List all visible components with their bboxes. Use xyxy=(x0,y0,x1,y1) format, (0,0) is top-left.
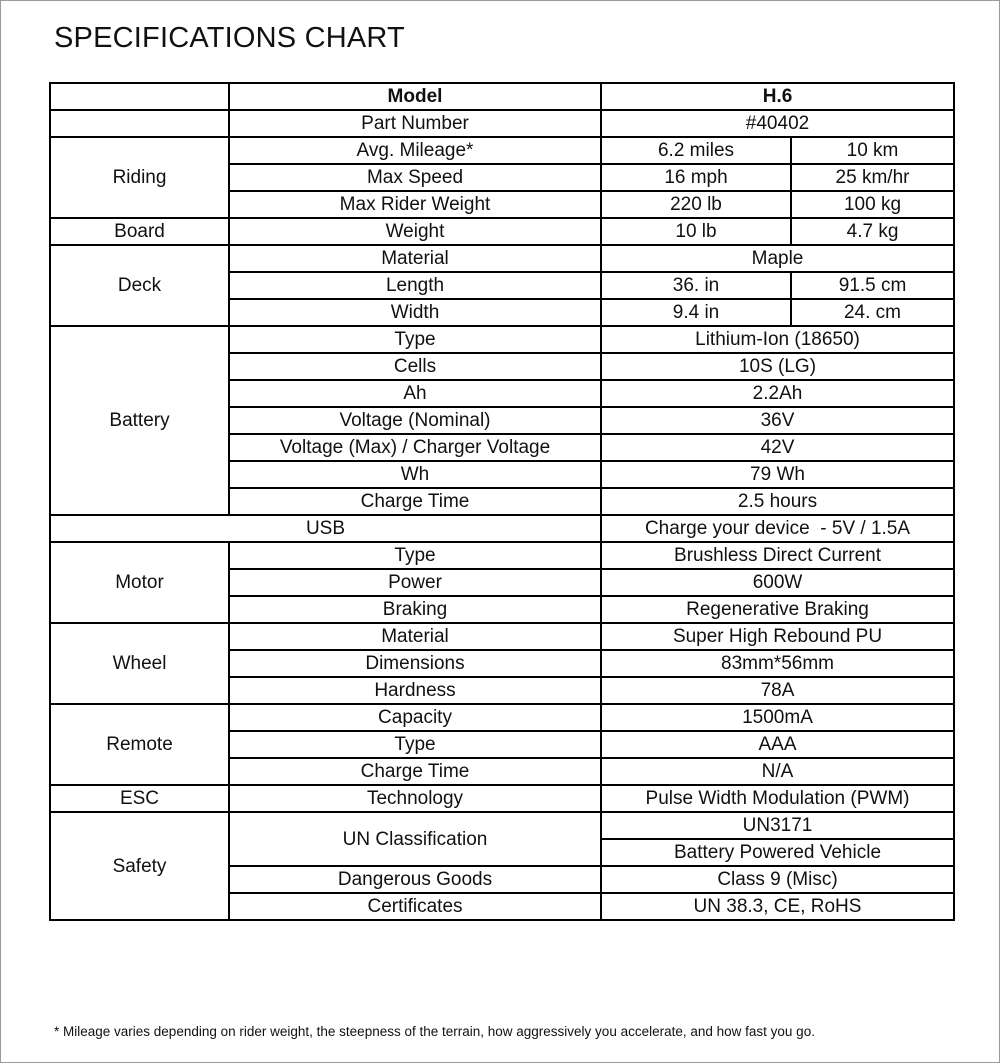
battery-ah-value: 2.2Ah xyxy=(601,380,954,407)
un-classification-value-1: UN3171 xyxy=(601,812,954,839)
wheel-dimensions-value: 83mm*56mm xyxy=(601,650,954,677)
battery-cells-value: 10S (LG) xyxy=(601,353,954,380)
group-safety: Safety xyxy=(50,812,229,920)
board-weight-imperial: 10 lb xyxy=(601,218,791,245)
wheel-material-label: Material xyxy=(229,623,601,650)
mileage-label: Avg. Mileage* xyxy=(229,137,601,164)
motor-power-label: Power xyxy=(229,569,601,596)
table-row-motor-type xyxy=(50,542,954,569)
group-esc: ESC xyxy=(50,785,229,812)
deck-length-label: Length xyxy=(229,272,601,299)
board-weight-metric: 4.7 kg xyxy=(791,218,954,245)
dangerous-goods-value: Class 9 (Misc) xyxy=(601,866,954,893)
part-number-value: #40402 xyxy=(601,110,954,137)
max-speed-metric: 25 km/hr xyxy=(791,164,954,191)
group-battery: Battery xyxy=(50,326,229,515)
battery-type-value: Lithium-Ion (18650) xyxy=(601,326,954,353)
mileage-metric: 10 km xyxy=(791,137,954,164)
table-row-part-number xyxy=(50,110,954,137)
usb-value: Charge your device - 5V / 1.5A xyxy=(601,515,954,542)
remote-charge-time-label: Charge Time xyxy=(229,758,601,785)
max-rider-weight-label: Max Rider Weight xyxy=(229,191,601,218)
wheel-hardness-value: 78A xyxy=(601,677,954,704)
table-row-deck-material xyxy=(50,245,954,272)
model-value: H.6 xyxy=(601,83,954,110)
battery-ah-label: Ah xyxy=(229,380,601,407)
group-deck: Deck xyxy=(50,245,229,326)
wheel-dimensions-label: Dimensions xyxy=(229,650,601,677)
group-wheel: Wheel xyxy=(50,623,229,704)
empty-cell xyxy=(50,110,229,137)
mileage-imperial: 6.2 miles xyxy=(601,137,791,164)
voltage-max-label: Voltage (Max) / Charger Voltage xyxy=(229,434,601,461)
part-number-label: Part Number xyxy=(229,110,601,137)
remote-capacity-value: 1500mA xyxy=(601,704,954,731)
voltage-nominal-value: 36V xyxy=(601,407,954,434)
battery-wh-value: 79 Wh xyxy=(601,461,954,488)
table-row-un-classification-1 xyxy=(50,812,954,839)
certificates-value: UN 38.3, CE, RoHS xyxy=(601,893,954,920)
battery-charge-time-label: Charge Time xyxy=(229,488,601,515)
esc-technology-label: Technology xyxy=(229,785,601,812)
motor-type-label: Type xyxy=(229,542,601,569)
table-row-usb xyxy=(50,515,954,542)
deck-width-imperial: 9.4 in xyxy=(601,299,791,326)
battery-wh-label: Wh xyxy=(229,461,601,488)
empty-cell xyxy=(50,83,229,110)
un-classification-label: UN Classification xyxy=(229,812,601,866)
table-row-remote-capacity xyxy=(50,704,954,731)
remote-type-value: AAA xyxy=(601,731,954,758)
mileage-footnote: * Mileage varies depending on rider weight, the steepness of the terrain, how aggressively you accelerate, and how fast you go. xyxy=(54,1024,815,1039)
deck-length-metric: 91.5 cm xyxy=(791,272,954,299)
group-motor: Motor xyxy=(50,542,229,623)
max-speed-label: Max Speed xyxy=(229,164,601,191)
table-row-esc xyxy=(50,785,954,812)
usb-label: USB xyxy=(50,515,601,542)
certificates-label: Certificates xyxy=(229,893,601,920)
table-row-board-weight xyxy=(50,218,954,245)
page-title: SPECIFICATIONS CHART xyxy=(54,22,405,54)
group-remote: Remote xyxy=(50,704,229,785)
table-row-avg-mileage xyxy=(50,137,954,164)
deck-material-label: Material xyxy=(229,245,601,272)
table-row-wheel-material xyxy=(50,623,954,650)
deck-length-imperial: 36. in xyxy=(601,272,791,299)
max-rider-weight-metric: 100 kg xyxy=(791,191,954,218)
motor-power-value: 600W xyxy=(601,569,954,596)
model-label: Model xyxy=(229,83,601,110)
group-board: Board xyxy=(50,218,229,245)
deck-width-metric: 24. cm xyxy=(791,299,954,326)
motor-type-value: Brushless Direct Current xyxy=(601,542,954,569)
voltage-nominal-label: Voltage (Nominal) xyxy=(229,407,601,434)
remote-charge-time-value: N/A xyxy=(601,758,954,785)
wheel-material-value: Super High Rebound PU xyxy=(601,623,954,650)
deck-material-value: Maple xyxy=(601,245,954,272)
un-classification-value-2: Battery Powered Vehicle xyxy=(601,839,954,866)
esc-technology-value: Pulse Width Modulation (PWM) xyxy=(601,785,954,812)
max-rider-weight-imperial: 220 lb xyxy=(601,191,791,218)
table-row-battery-type xyxy=(50,326,954,353)
table-row-model xyxy=(50,83,954,110)
remote-capacity-label: Capacity xyxy=(229,704,601,731)
dangerous-goods-label: Dangerous Goods xyxy=(229,866,601,893)
voltage-max-value: 42V xyxy=(601,434,954,461)
motor-braking-label: Braking xyxy=(229,596,601,623)
group-riding: Riding xyxy=(50,137,229,218)
battery-charge-time-value: 2.5 hours xyxy=(601,488,954,515)
motor-braking-value: Regenerative Braking xyxy=(601,596,954,623)
battery-cells-label: Cells xyxy=(229,353,601,380)
remote-type-label: Type xyxy=(229,731,601,758)
board-weight-label: Weight xyxy=(229,218,601,245)
wheel-hardness-label: Hardness xyxy=(229,677,601,704)
battery-type-label: Type xyxy=(229,326,601,353)
specifications-table xyxy=(49,82,955,921)
deck-width-label: Width xyxy=(229,299,601,326)
max-speed-imperial: 16 mph xyxy=(601,164,791,191)
